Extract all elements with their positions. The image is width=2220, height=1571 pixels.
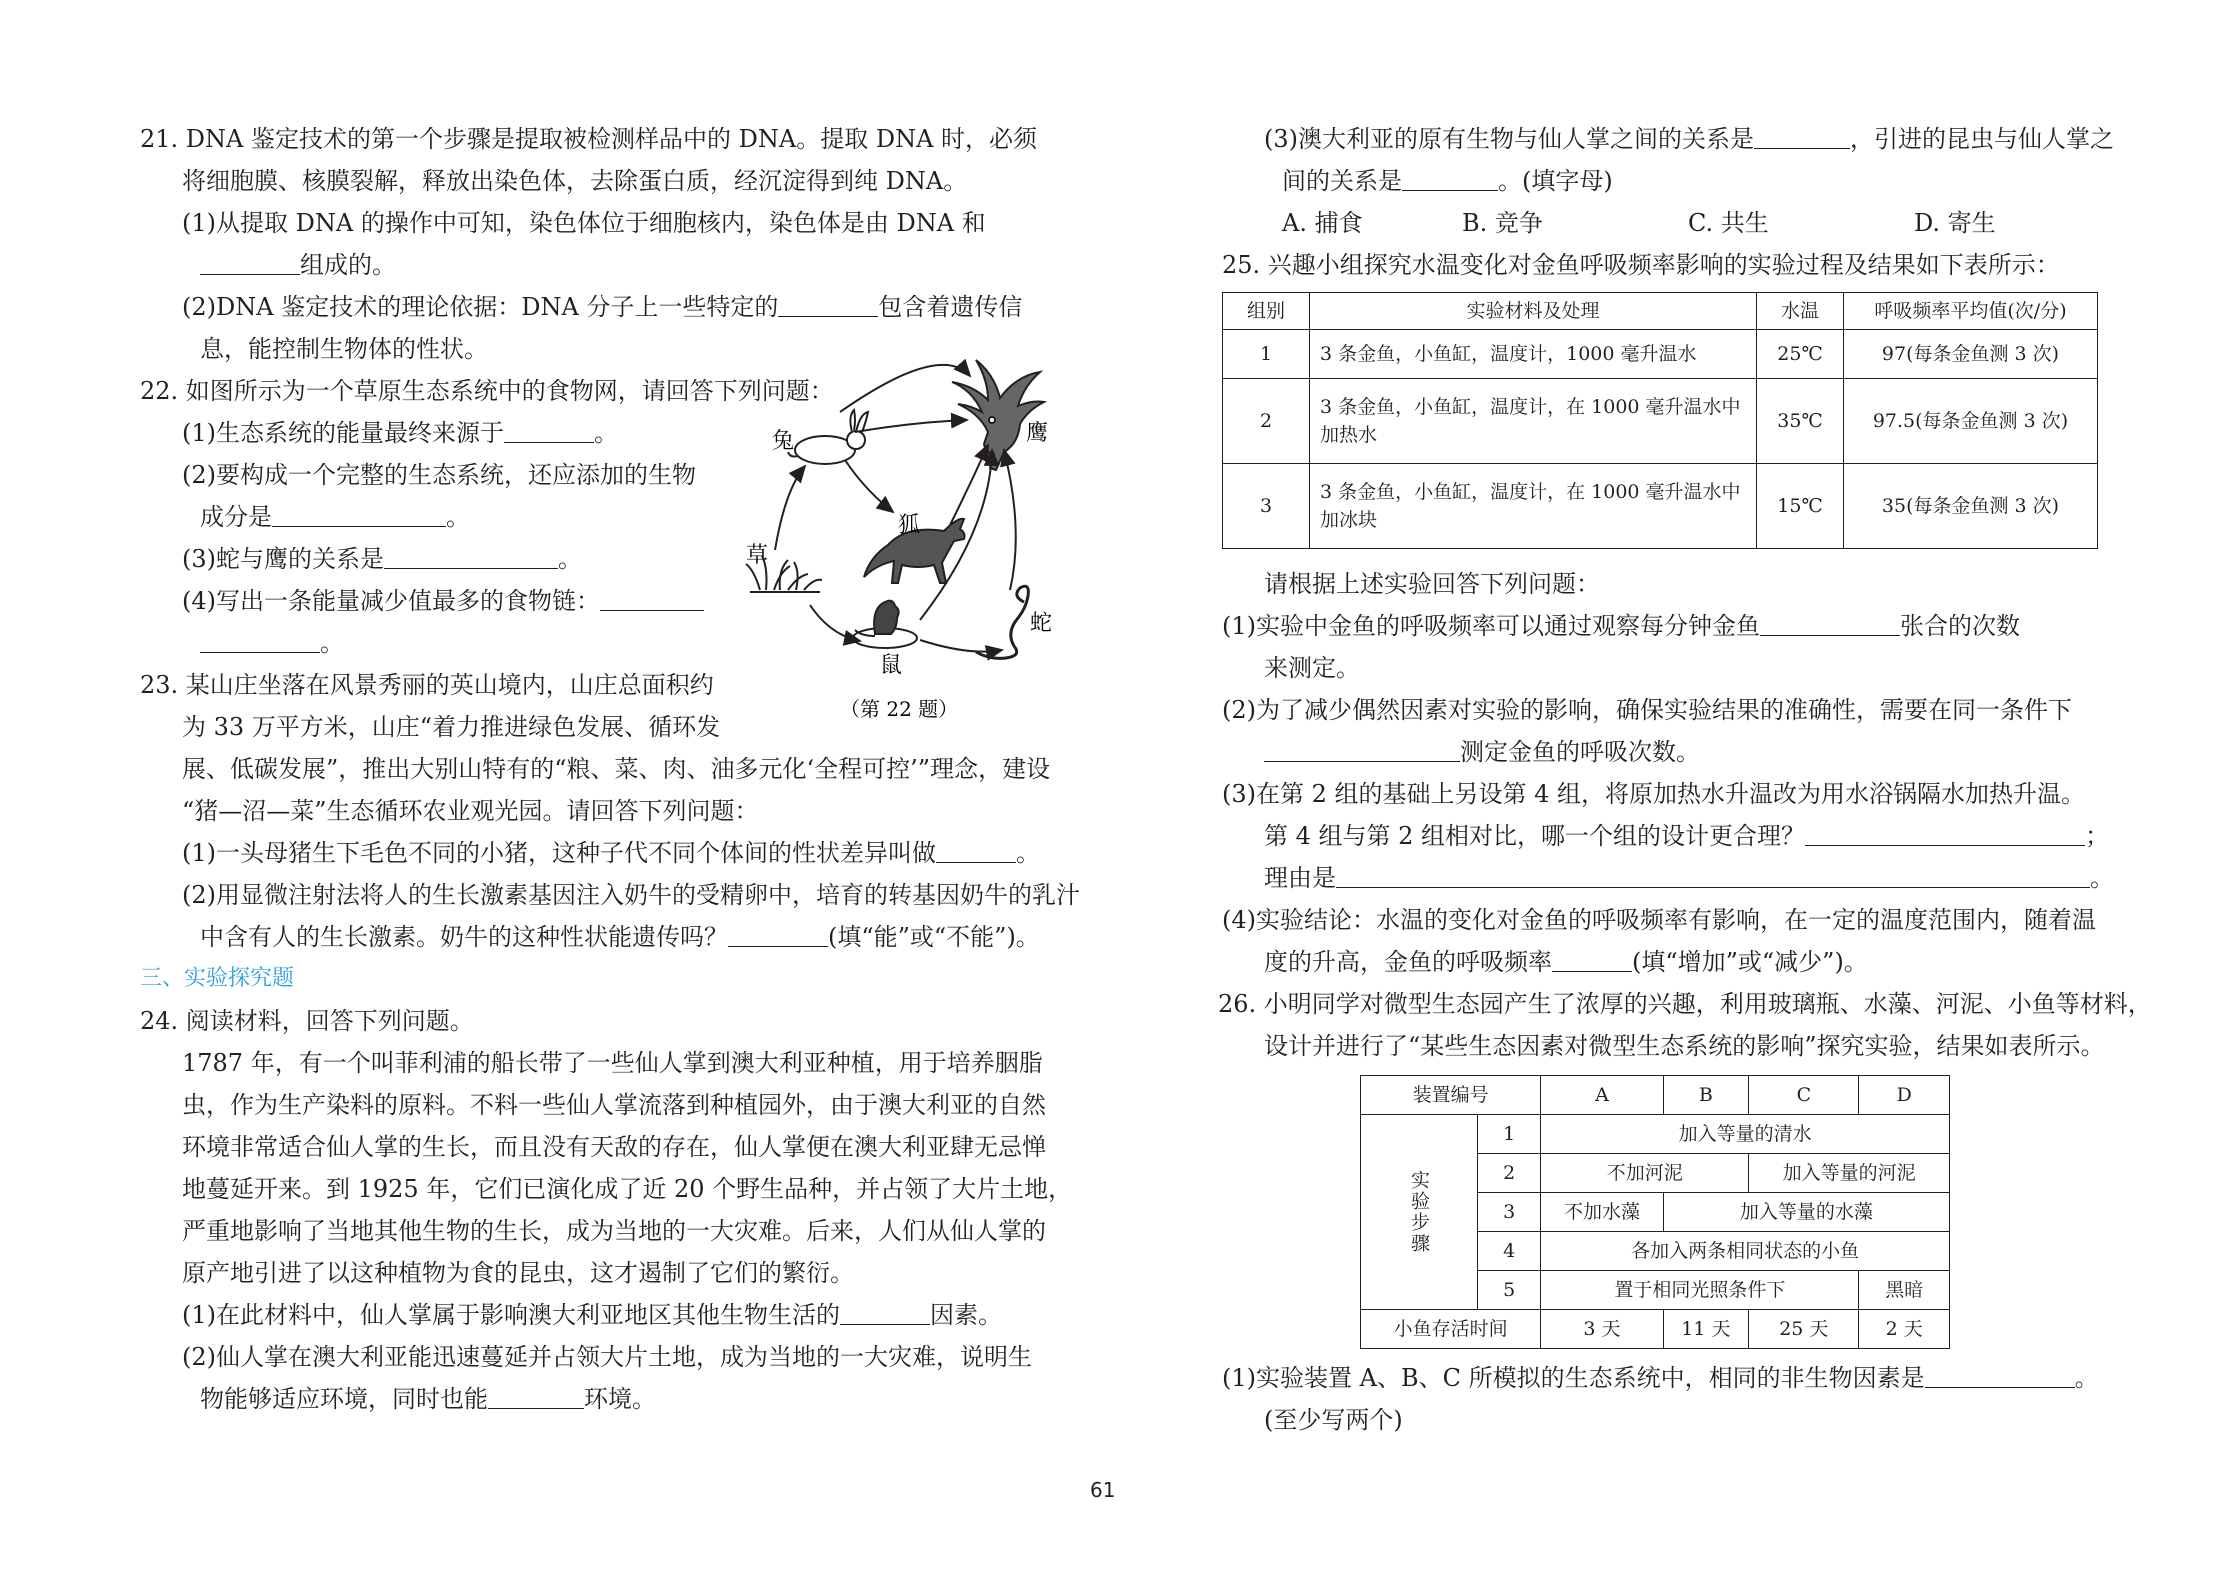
table-cell: 4 [1478, 1232, 1541, 1271]
table-cell: 1 [1478, 1115, 1541, 1154]
q25-stem: 25. 兴趣小组探究水温变化对金鱼呼吸频率影响的实验过程及结果如下表所示： [1222, 251, 2060, 279]
food-web-label-mouse: 鼠 [880, 653, 903, 678]
table-header: 水温 [1757, 293, 1844, 330]
table-header: 实验材料及处理 [1310, 293, 1757, 330]
q26-stem-cont: 设计并进行了“某些生态因素对微型生态系统的影响”探究实验，结果如表所示。 [1264, 1032, 2105, 1060]
right-column [1218, 118, 2152, 1441]
figure-caption: （第 22 题） [840, 697, 959, 721]
option-c[interactable]: C. 共生 [1688, 209, 1769, 237]
q22-part4: (4)写出一条能量减少值最多的食物链： [140, 580, 1060, 622]
q24-material-3: 环境非常适合仙人掌的生长，而且没有天敌的存在，仙人掌便在澳大利亚肆无忌惮 [182, 1133, 1046, 1161]
table-header: A [1541, 1076, 1663, 1115]
q25-table [1222, 292, 2098, 549]
table-cell: 2 天 [1859, 1310, 1950, 1349]
q22-stem: 22. 如图所示为一个草原生态系统中的食物网，请回答下列问题： [140, 377, 834, 405]
q23-stem: 23. 某山庄坐落在风景秀丽的英山境内，山庄总面积约 [140, 671, 714, 699]
q25-part2: (2)为了减少偶然因素对实验的影响，确保实验结果的准确性，需要在同一条件下 [1222, 696, 2072, 724]
step-label: 实验步骤 [1361, 1115, 1478, 1310]
table-cell: 35℃ [1757, 379, 1844, 464]
answer-blank[interactable] [1264, 735, 1460, 762]
q23-part1: (1)一头母猪生下毛色不同的小猪，这种子代不同个体间的性状差异叫做 。 [140, 832, 1060, 874]
answer-blank[interactable] [200, 248, 300, 275]
answer-blank[interactable] [488, 1382, 584, 1409]
table-row [1361, 1115, 1950, 1154]
answer-blank[interactable] [1402, 164, 1498, 191]
option-b[interactable]: B. 竞争 [1462, 209, 1543, 237]
q26-stem: 26. 小明同学对微型生态园产生了浓厚的兴趣，利用玻璃瓶、水藻、河泥、小鱼等材料， [1218, 990, 2152, 1018]
option-a[interactable]: A. 捕食 [1282, 209, 1363, 237]
answer-blank[interactable] [504, 416, 594, 443]
answer-blank[interactable] [200, 626, 320, 653]
table-cell: 25 天 [1749, 1310, 1859, 1349]
answer-blank[interactable] [272, 500, 446, 527]
q24-part3-cont: 间的关系是 。(填字母) [1222, 160, 2112, 202]
answer-blank[interactable] [1805, 819, 2085, 846]
option-d[interactable]: D. 寄生 [1914, 209, 1996, 237]
table-header: 组别 [1223, 293, 1310, 330]
q22-part2: (2)要构成一个完整的生态系统，还应添加的生物 [182, 461, 696, 489]
table-cell: 2 [1223, 379, 1310, 464]
food-web-label-fox: 狐 [898, 513, 921, 538]
q23-stem-l3: 展、低碳发展”，推出大别山特有的“粮、菜、肉、油多元化‘全程可控’”理念，建设 [182, 755, 1051, 783]
answer-blank[interactable] [1925, 1361, 2075, 1388]
table-cell: 2 [1478, 1154, 1541, 1193]
table-header-row [1223, 293, 2098, 330]
q24-material-1: 1787 年，有一个叫菲利浦的船长带了一些仙人掌到澳大利亚种植，用于培养胭脂 [182, 1049, 1043, 1077]
table-row [1223, 464, 2098, 549]
table-cell: 3 [1223, 464, 1310, 549]
q24-part2-cont: 物能够适应环境，同时也能 环境。 [140, 1378, 1060, 1420]
table-header: 呼吸频率平均值(次/分) [1844, 293, 2098, 330]
q25-part4: (4)实验结论：水温的变化对金鱼的呼吸频率有影响，在一定的温度范围内，随着温 [1222, 906, 2096, 934]
food-web-diagram [590, 300, 1070, 740]
table-cell: 25℃ [1757, 330, 1844, 379]
table-cell: 各加入两条相同状态的小鱼 [1541, 1232, 1950, 1271]
food-web-label-rabbit: 兔 [772, 429, 795, 454]
table-cell: 5 [1478, 1271, 1541, 1310]
table-header: D [1859, 1076, 1950, 1115]
food-web-label-grass: 草 [746, 543, 769, 568]
table-cell: 11 天 [1663, 1310, 1749, 1349]
table-header-row [1361, 1076, 1950, 1115]
rabbit-icon [788, 410, 868, 464]
q23-stem-l4: “猪—沼—菜”生态循环农业观光园。请回答下列问题： [182, 797, 759, 825]
q25-part4-cont: 度的升高，金鱼的呼吸频率 (填“增加”或“减少”)。 [1222, 941, 2112, 983]
q21-part2-cont: 息，能控制生物体的性状。 [200, 335, 488, 363]
page-number: 61 [1090, 1478, 1116, 1502]
snake-icon [976, 586, 1028, 658]
q25-part1: (1)实验中金鱼的呼吸频率可以通过观察每分钟金鱼 张合的次数 [1222, 605, 2112, 647]
table-cell: 加入等量的河泥 [1749, 1154, 1950, 1193]
answer-blank[interactable] [936, 836, 1016, 863]
answer-blank[interactable] [840, 1298, 930, 1325]
q25-part3-reason: 理由是 。 [1222, 857, 2112, 899]
table-cell: 15℃ [1757, 464, 1844, 549]
q24-material-6: 原产地引进了以这种植物为食的昆虫，这才遏制了它们的繁衍。 [182, 1259, 854, 1287]
q25-part3-question: 第 4 组与第 2 组相对比，哪一个组的设计更合理？ ； [1222, 815, 2112, 857]
table-cell: 不加河泥 [1541, 1154, 1749, 1193]
table-cell: 3 天 [1541, 1310, 1663, 1349]
table-cell: 97.5(每条金鱼测 3 次) [1844, 379, 2098, 464]
q22-part2-cont: 成分是 。 [140, 496, 1060, 538]
answer-blank[interactable] [728, 920, 828, 947]
q25-part3: (3)在第 2 组的基础上另设第 4 组，将原加热水升温改为用水浴锅隔水加热升温。 [1222, 780, 2086, 808]
q26-part1-cont: (至少写两个) [1264, 1406, 1403, 1434]
q24-stem: 24. 阅读材料，回答下列问题。 [140, 1007, 474, 1035]
mouse-icon [853, 601, 917, 648]
food-web-label-eagle: 鹰 [1026, 421, 1049, 446]
q22-part4-cont: 。 [140, 622, 1060, 664]
table-cell: 3 [1478, 1193, 1541, 1232]
q24-options [1222, 202, 2112, 244]
table-header: 装置编号 [1361, 1076, 1541, 1115]
food-web-figure [590, 300, 1070, 740]
q21-part2: (2)DNA 鉴定技术的理论依据：DNA 分子上一些特定的 包含着遗传信 [140, 286, 1060, 328]
table-cell: 加入等量的清水 [1541, 1115, 1950, 1154]
q21-part1: (1)从提取 DNA 的操作中可知，染色体位于细胞核内，染色体是由 DNA 和 [182, 209, 986, 237]
answer-blank[interactable] [1552, 945, 1632, 972]
q22-part1: (1)生态系统的能量最终来源于 。 [140, 412, 1060, 454]
food-web-label-snake: 蛇 [1030, 611, 1053, 636]
table-cell: 3 条金鱼，小鱼缸，温度计，在 1000 毫升温水中加冰块 [1310, 464, 1757, 549]
q23-part2-cont: 中含有人的生长激素。奶牛的这种性状能遗传吗？ (填“能”或“不能”)。 [140, 916, 1060, 958]
q21-part1-cont: 组成的。 [140, 244, 1060, 286]
table-row [1223, 379, 2098, 464]
table-cell: 1 [1223, 330, 1310, 379]
answer-blank[interactable] [1760, 609, 1900, 636]
q24-material-2: 虫，作为生产染料的原料。不料一些仙人掌流落到种植园外，由于澳大利亚的自然 [182, 1091, 1046, 1119]
q21-stem: 21. DNA 鉴定技术的第一个步骤是提取被检测样品中的 DNA。提取 DNA 时，必须 [140, 125, 1038, 153]
table-cell: 加入等量的水藻 [1663, 1193, 1949, 1232]
table-cell: 3 条金鱼，小鱼缸，温度计，1000 毫升温水 [1310, 330, 1757, 379]
table-cell: 黑暗 [1859, 1271, 1950, 1310]
q26-table [1360, 1075, 1950, 1349]
q24-material-5: 严重地影响了当地其他生物的生长，成为当地的一大灾难。后来，人们从仙人掌的 [182, 1217, 1046, 1245]
q23-stem-l2: 为 33 万平方米，山庄“着力推进绿色发展、循环发 [182, 713, 721, 741]
q24-part2: (2)仙人掌在澳大利亚能迅速蔓延并占领大片土地，成为当地的一大灾难，说明生 [182, 1343, 1032, 1371]
table-cell: 35(每条金鱼测 3 次) [1844, 464, 2098, 549]
table-cell: 小鱼存活时间 [1361, 1310, 1541, 1349]
section-heading: 三、实验探究题 [140, 966, 295, 991]
q22-part3: (3)蛇与鹰的关系是 。 [140, 538, 1060, 580]
table-row [1361, 1310, 1950, 1349]
answer-blank[interactable] [384, 542, 558, 569]
q25-part1-cont: 来测定。 [1264, 654, 1360, 682]
q21-stem-cont: 将细胞膜、核膜裂解，释放出染色体，去除蛋白质，经沉淀得到纯 DNA。 [182, 167, 968, 195]
table-header: B [1663, 1076, 1749, 1115]
q24-material-4: 地蔓延开来。到 1925 年，它们已演化成了近 20 个野生品种，并占领了大片土地， [182, 1175, 1073, 1203]
q26-part1: (1)实验装置 A、B、C 所模拟的生态系统中，相同的非生物因素是 。 [1222, 1357, 2112, 1399]
q24-part1: (1)在此材料中，仙人掌属于影响澳大利亚地区其他生物生活的 因素。 [140, 1294, 1060, 1336]
table-cell: 置于相同光照条件下 [1541, 1271, 1859, 1310]
table-cell: 不加水藻 [1541, 1193, 1663, 1232]
answer-blank[interactable] [1754, 122, 1850, 149]
answer-blank[interactable] [1336, 861, 2090, 888]
q23-part2: (2)用显微注射法将人的生长激素基因注入奶牛的受精卵中，培育的转基因奶牛的乳汁 [182, 881, 1080, 909]
table-cell: 97(每条金鱼测 3 次) [1844, 330, 2098, 379]
q25-intro: 请根据上述实验回答下列问题： [1264, 570, 1600, 598]
table-cell: 3 条金鱼，小鱼缸，温度计，在 1000 毫升温水中加热水 [1310, 379, 1757, 464]
eagle-icon [952, 360, 1044, 470]
q25-part2-cont: 测定金鱼的呼吸次数。 [1222, 731, 2112, 773]
table-row [1223, 330, 2098, 379]
table-header: C [1749, 1076, 1859, 1115]
q24-part3: (3)澳大利亚的原有生物与仙人掌之间的关系是 ，引进的昆虫与仙人掌之 [1222, 118, 2112, 160]
